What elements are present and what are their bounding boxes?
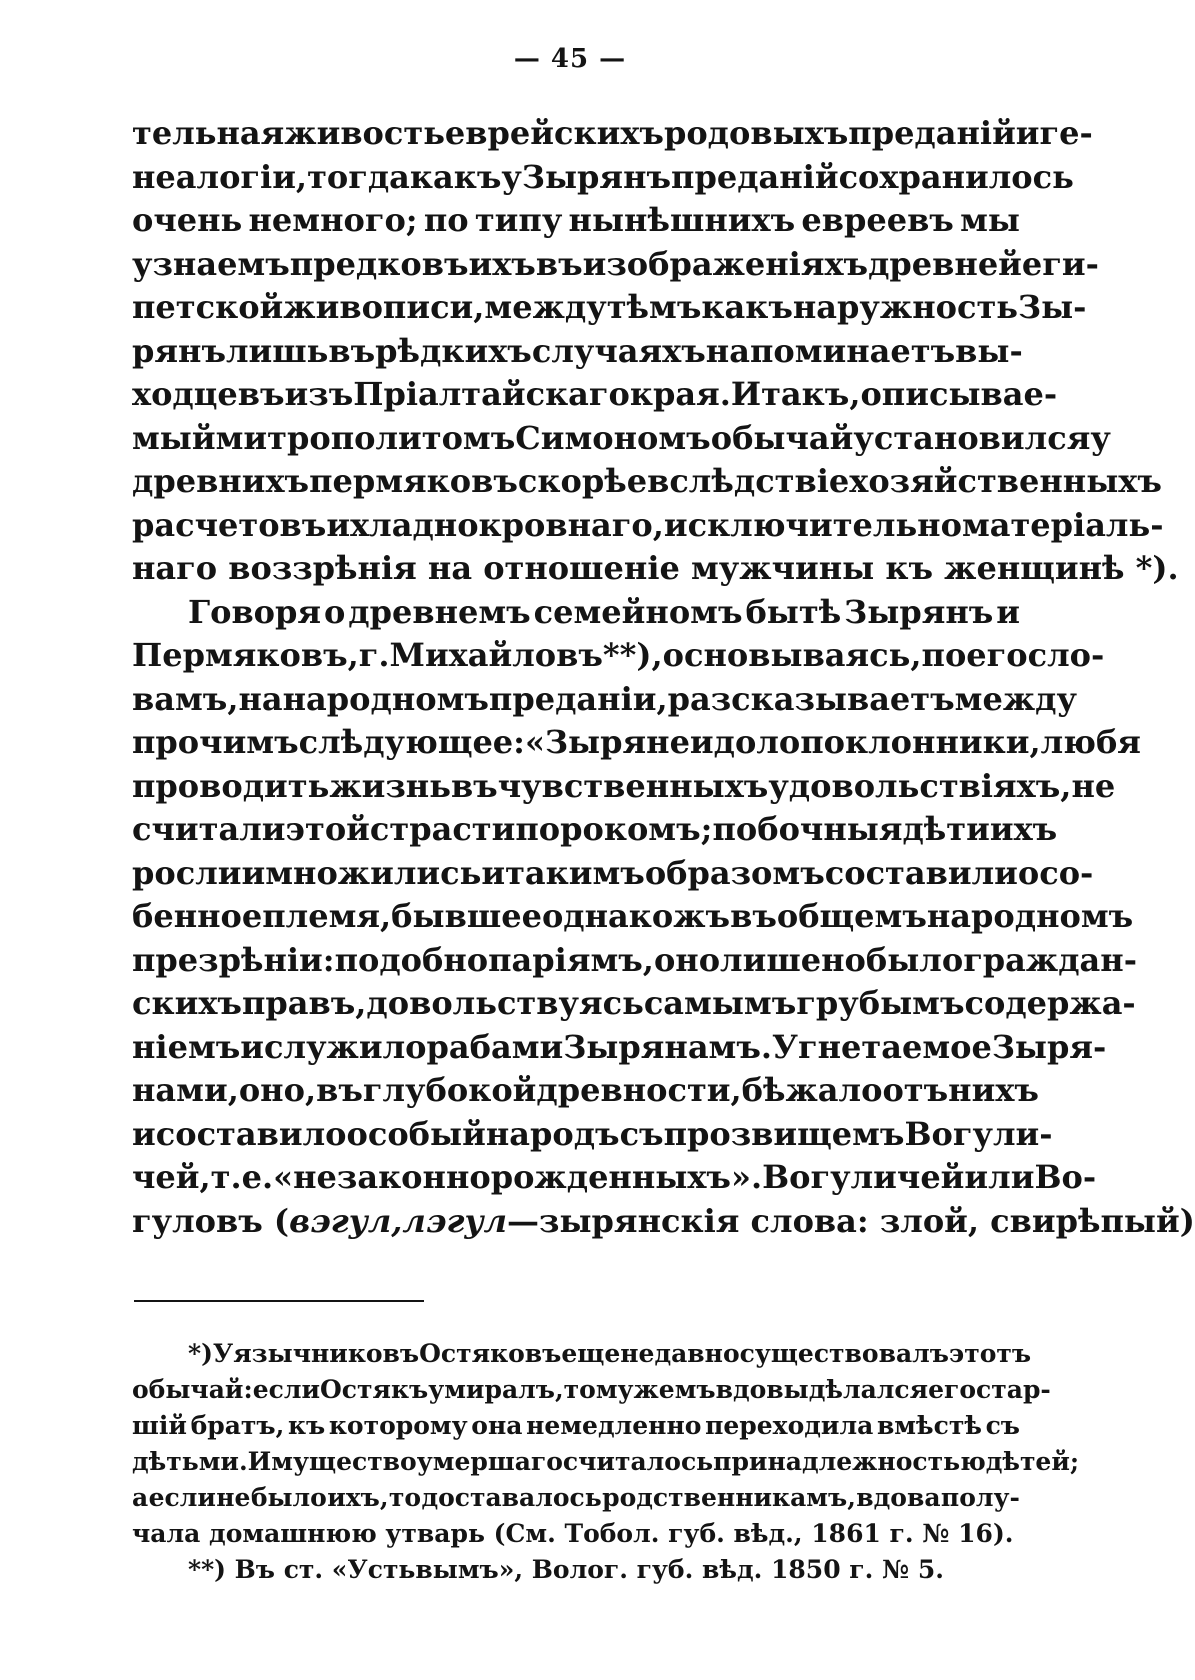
text-line — [132, 1026, 1107, 1070]
word: Пріалтайскаго — [353, 375, 630, 413]
text-line — [132, 504, 1164, 548]
word: не — [216, 1483, 251, 1512]
word: слѣдующее: — [298, 723, 525, 761]
word: ге- — [1039, 114, 1093, 152]
word: древности, — [536, 1071, 742, 1109]
word: доставалось — [421, 1483, 602, 1512]
word: сло- — [1027, 636, 1105, 674]
word: въ — [535, 244, 583, 283]
word: нынѣшнихъ — [568, 201, 796, 239]
text-segment: —зырянскія слова: злой, свирѣпый) — [507, 1201, 1195, 1240]
word: нихъ — [948, 1071, 1039, 1109]
word: осо- — [1017, 853, 1094, 892]
text-line — [132, 286, 1087, 330]
word: составили — [824, 853, 1018, 892]
word: которому — [328, 1411, 468, 1440]
word: нами, — [132, 1071, 239, 1109]
word: то — [388, 1483, 422, 1512]
word: древней — [868, 244, 1022, 283]
word: Имущество — [247, 1447, 417, 1476]
text-line — [132, 460, 1162, 504]
word: Михайловъ — [389, 636, 603, 674]
word: идолопоклонники, — [689, 723, 1041, 761]
word: и — [240, 1027, 265, 1066]
word: типу — [474, 201, 563, 239]
word: по — [423, 201, 469, 239]
word: дѣти — [902, 810, 990, 848]
word: еврейскихъ — [444, 114, 664, 152]
word: еще — [561, 1339, 621, 1368]
word: недавно — [620, 1339, 740, 1368]
word: если — [252, 1375, 320, 1404]
footnote-line — [132, 1372, 1051, 1408]
word: разсказываетъ — [667, 679, 955, 718]
word: было — [865, 940, 964, 979]
word: прочимъ — [132, 723, 299, 761]
word: довольствуясь — [366, 984, 644, 1022]
word: составило — [155, 1114, 347, 1153]
word: и — [326, 505, 351, 544]
word: описывае- — [860, 375, 1058, 413]
word: если — [148, 1483, 216, 1512]
footnote-line — [132, 1408, 1020, 1444]
word: этотъ — [948, 1339, 1032, 1368]
footnote-separator — [134, 1300, 424, 1302]
word: отъ — [882, 1071, 949, 1109]
word: петской — [132, 288, 284, 326]
word: скорѣе — [517, 462, 648, 500]
word: ихъ — [989, 810, 1058, 848]
word: вдова — [856, 1483, 941, 1512]
word: Зы- — [1018, 288, 1087, 326]
word: вдовы — [715, 1375, 809, 1404]
word: лишено — [720, 940, 866, 979]
word: обычай — [710, 418, 854, 457]
word: тельная — [132, 114, 285, 152]
word: побочныя — [712, 810, 903, 848]
main-text — [132, 112, 1195, 1243]
footnote-line: чала домашнюю утварь (См. Тобол. губ. вѣд., 1861 г. № 16). — [132, 1519, 1014, 1548]
word: сохранилось — [838, 157, 1074, 196]
word: немедленно — [526, 1411, 702, 1440]
word: съ — [619, 1114, 664, 1153]
word: между — [484, 288, 607, 326]
word: то — [563, 1375, 596, 1404]
word: и — [996, 592, 1020, 631]
word: Во- — [1034, 1158, 1097, 1196]
text-line — [132, 765, 1116, 809]
word: было — [250, 1483, 327, 1512]
word: порокомъ; — [515, 810, 713, 848]
word: древнемъ — [348, 592, 531, 631]
word: напоминаетъ — [705, 331, 956, 370]
word: бывшее — [391, 897, 542, 935]
word: случаяхъ — [531, 331, 706, 370]
word: шій — [132, 1411, 187, 1440]
word: полу- — [940, 1483, 1020, 1512]
word: Итакъ, — [730, 375, 861, 413]
word: правъ, — [241, 984, 367, 1022]
word: и — [1015, 114, 1040, 152]
text-line — [132, 199, 1020, 243]
word: оно — [653, 940, 721, 979]
word: оно, — [238, 1071, 317, 1109]
word: образомъ — [644, 853, 825, 892]
word: вы- — [955, 331, 1023, 370]
italic-word: лэгул — [402, 1201, 508, 1240]
word: ихъ, — [327, 1483, 389, 1512]
word: презрѣніи: — [132, 940, 335, 979]
word: лишь — [225, 331, 329, 370]
word: ніемъ — [132, 1027, 241, 1066]
word: съ — [985, 1411, 1020, 1440]
word: немного; — [248, 201, 418, 239]
word: изображеніяхъ — [582, 244, 869, 283]
footnote-line — [132, 1336, 1032, 1372]
footnote-line: **) Въ ст. «Устьвымъ», Волог. губ. вѣд. 1850 г. № 5. — [188, 1555, 945, 1584]
word: грубымъ — [796, 984, 965, 1022]
word: т. — [210, 1158, 242, 1196]
word: бѣжало — [741, 1071, 883, 1109]
word: дѣлался — [808, 1375, 929, 1404]
word: прозвищемъ — [663, 1114, 905, 1153]
word: Угнетаемое — [772, 1027, 992, 1066]
word: на — [238, 679, 283, 718]
word: преданій — [671, 157, 839, 196]
word: племя, — [262, 897, 392, 935]
text-line — [132, 330, 1023, 374]
word: однакожъ — [541, 897, 731, 935]
page-number: — 45 — — [513, 44, 627, 74]
word: «Зыряне — [524, 723, 690, 761]
word: исключительно — [663, 505, 962, 544]
word: существовалъ — [739, 1339, 949, 1368]
word: глубокой — [362, 1071, 537, 1109]
word: хозяйственныхъ — [849, 462, 1162, 500]
text-line — [132, 112, 1093, 156]
word: Вогули- — [904, 1114, 1053, 1153]
word: родственникамъ, — [602, 1483, 856, 1512]
word: скихъ — [132, 984, 242, 1022]
word: митрополитомъ — [215, 418, 516, 457]
word: граждан- — [963, 940, 1137, 979]
word: такимъ — [505, 853, 645, 892]
text-line — [132, 417, 1111, 461]
word: язычниковъ — [233, 1339, 420, 1368]
text-line — [132, 852, 1094, 896]
footnote-line — [132, 1480, 1020, 1516]
text-line — [132, 808, 1058, 852]
word: ходцевъ — [132, 375, 285, 413]
word: чувственныхъ — [497, 766, 769, 805]
word: родовыхъ — [663, 114, 849, 152]
word: Симономъ — [515, 418, 711, 457]
word: народномъ — [926, 897, 1134, 935]
word: она — [471, 1411, 523, 1440]
text-line — [132, 634, 1105, 678]
word: подобно — [334, 940, 489, 979]
word: или — [964, 1158, 1035, 1196]
word: росли — [132, 853, 242, 892]
text-line — [132, 721, 1141, 765]
word: самымъ — [643, 984, 797, 1022]
word: умиралъ, — [428, 1375, 564, 1404]
word: е. — [241, 1158, 274, 1196]
word: вамъ, — [132, 679, 239, 718]
word: У — [212, 1339, 234, 1368]
text-segment: гуловъ ( — [132, 1201, 290, 1240]
word: Вогуличей — [762, 1158, 965, 1196]
word: содержа- — [964, 984, 1136, 1022]
text-line — [132, 373, 1058, 417]
word: его — [966, 636, 1028, 674]
word: какъ — [409, 157, 502, 196]
word: не — [1071, 766, 1116, 805]
word: Зырянъ — [844, 592, 994, 631]
word: Остяковъ — [419, 1339, 562, 1368]
word: расчетовъ — [132, 505, 327, 544]
word: особый — [346, 1114, 486, 1153]
word: общемъ — [776, 897, 927, 935]
word: неалогіи, — [132, 157, 308, 196]
word: «незаконнорожденныхъ». — [273, 1158, 763, 1196]
word: ихъ — [468, 244, 536, 283]
word: края. — [629, 375, 731, 413]
word: преданіи, — [488, 679, 668, 718]
word: дѣтьми. — [132, 1447, 248, 1476]
footnote-line — [132, 1444, 1080, 1480]
text-line: наго воззрѣнія на отношеніе мужчины къ женщинѣ *). — [132, 549, 1179, 587]
word: бенное — [132, 897, 263, 935]
word: живость — [284, 114, 445, 152]
word: древнихъ — [132, 462, 310, 500]
word: изъ — [284, 375, 354, 413]
word: считалось — [562, 1447, 714, 1476]
text-line — [132, 156, 1074, 200]
word: считали — [132, 810, 286, 848]
word: между — [954, 679, 1077, 718]
word: стар- — [976, 1375, 1051, 1404]
word: умершаго — [416, 1447, 563, 1476]
text-line — [132, 243, 1099, 287]
word: хладнокровнаго, — [350, 505, 664, 544]
word: **), — [602, 636, 663, 674]
word: тѣмъ — [606, 288, 702, 326]
word: братъ, — [190, 1411, 285, 1440]
word: народномъ — [282, 679, 489, 718]
word: а — [132, 1483, 149, 1512]
text-line — [132, 1156, 1097, 1200]
word: удовольствіяхъ, — [768, 766, 1072, 805]
word: паріямъ, — [488, 940, 654, 979]
word: еги- — [1021, 244, 1099, 283]
word: жизнь — [329, 766, 451, 805]
word: Говоря — [188, 592, 322, 631]
word: вмѣстѣ — [876, 1411, 982, 1440]
word: въ — [450, 766, 498, 805]
word: Зырянамъ. — [563, 1027, 773, 1066]
word: какъ — [701, 288, 793, 326]
word: рѣдкихъ — [375, 331, 532, 370]
word: рабами — [426, 1027, 564, 1066]
text-line — [132, 1069, 1039, 1113]
word: и — [481, 853, 506, 892]
word: о — [323, 592, 346, 631]
word: мы — [960, 201, 1020, 239]
word: у — [1090, 418, 1111, 457]
word: матеріаль- — [961, 505, 1164, 544]
word: народъ — [485, 1114, 620, 1153]
word: г. — [358, 636, 390, 674]
word: живописи, — [283, 288, 485, 326]
word: мужемъ — [595, 1375, 716, 1404]
word: вслѣдствіе — [647, 462, 850, 500]
text-line-last — [132, 1200, 1195, 1244]
word: чей, — [132, 1158, 211, 1196]
word: множились — [265, 853, 482, 892]
footnotes — [132, 1336, 1080, 1588]
word: Остякъ — [320, 1375, 429, 1404]
word: его — [928, 1375, 977, 1404]
word: и — [241, 853, 266, 892]
word: Зырянъ — [521, 157, 672, 196]
word: дѣтей; — [985, 1447, 1080, 1476]
word: наружность — [792, 288, 1018, 326]
text-line — [132, 678, 1077, 722]
word: семейномъ — [533, 592, 743, 631]
word: въ — [328, 331, 376, 370]
text-line — [132, 982, 1136, 1026]
word: узнаемъ — [132, 244, 290, 283]
text-line — [132, 939, 1137, 983]
word: Зыря- — [991, 1027, 1107, 1066]
italic-word: вэгул, — [289, 1201, 403, 1240]
word: страсти — [369, 810, 516, 848]
word: пермяковъ — [309, 462, 518, 500]
word: въ — [316, 1071, 363, 1109]
word: очень — [132, 201, 243, 239]
word: обычай: — [132, 1375, 253, 1404]
text-line — [132, 591, 1020, 635]
word: и — [132, 1114, 156, 1153]
word: въ — [730, 897, 777, 935]
word: *) — [188, 1339, 213, 1368]
word: къ — [287, 1411, 326, 1440]
word: любя — [1040, 723, 1141, 761]
text-line — [132, 895, 1134, 939]
word: служило — [264, 1027, 427, 1066]
word: мый — [132, 418, 216, 457]
word: проводить — [132, 766, 330, 805]
word: основываясь, — [662, 636, 922, 674]
word: евреевъ — [801, 201, 954, 239]
word: по — [921, 636, 967, 674]
word: установился — [853, 418, 1091, 457]
word: преданій — [848, 114, 1016, 152]
word: предковъ — [289, 244, 469, 283]
word: принадлежностью — [713, 1447, 986, 1476]
word: этой — [285, 810, 370, 848]
word: переходила — [705, 1411, 874, 1440]
text-line — [132, 1113, 1053, 1157]
word: бытѣ — [745, 592, 842, 631]
word: у — [501, 157, 522, 196]
word: рянъ — [132, 331, 226, 370]
word: тогда — [307, 157, 410, 196]
word: Пермяковъ, — [132, 636, 359, 674]
